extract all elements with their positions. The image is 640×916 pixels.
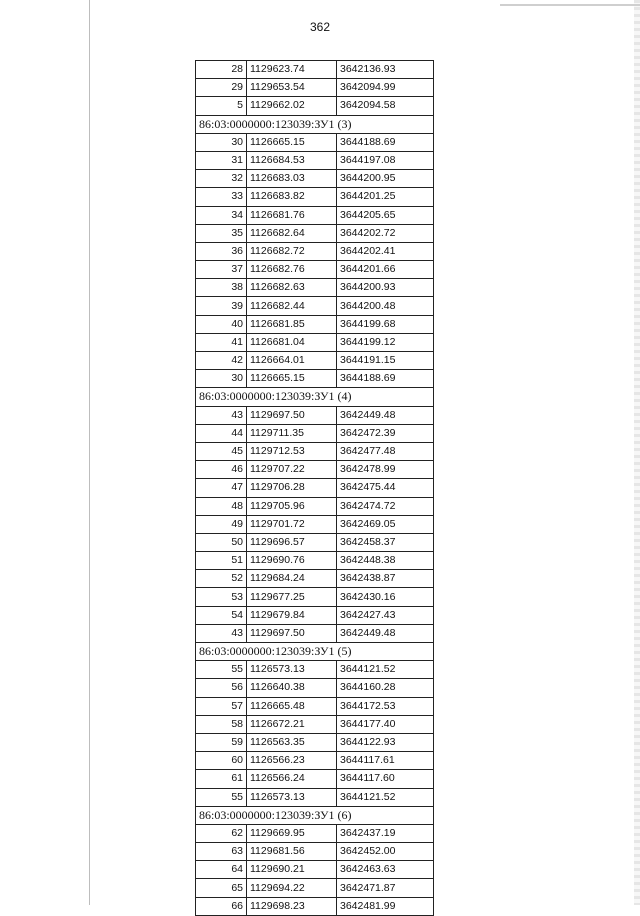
table-row	[196, 697, 434, 715]
parcel-id-label: 86:03:0000000:123039:ЗУ1 (5)	[196, 643, 434, 661]
y-coordinate-cell: 3644197.08	[337, 151, 434, 169]
y-coordinate-cell: 3644201.66	[337, 261, 434, 279]
point-number-cell: 41	[196, 333, 247, 351]
y-coordinate-cell: 3644188.69	[337, 133, 434, 151]
x-coordinate-cell: 1126566.24	[247, 770, 337, 788]
table-row	[196, 679, 434, 697]
x-coordinate-cell: 1126684.53	[247, 151, 337, 169]
x-coordinate-cell: 1129712.53	[247, 442, 337, 460]
x-coordinate-cell: 1129690.21	[247, 861, 337, 879]
table-row	[196, 606, 434, 624]
table-row	[196, 370, 434, 388]
point-number-cell: 66	[196, 897, 247, 915]
x-coordinate-cell: 1126682.72	[247, 242, 337, 260]
y-coordinate-cell: 3644200.95	[337, 170, 434, 188]
y-coordinate-cell: 3642448.38	[337, 552, 434, 570]
point-number-cell: 52	[196, 570, 247, 588]
point-number-cell: 51	[196, 552, 247, 570]
table-row	[196, 733, 434, 751]
point-number-cell: 28	[196, 61, 247, 79]
y-coordinate-cell: 3644177.40	[337, 715, 434, 733]
table-row	[196, 879, 434, 897]
y-coordinate-cell: 3644201.25	[337, 188, 434, 206]
point-number-cell: 34	[196, 206, 247, 224]
point-number-cell: 53	[196, 588, 247, 606]
table-row	[196, 170, 434, 188]
y-coordinate-cell: 3644121.52	[337, 661, 434, 679]
x-coordinate-cell: 1126682.44	[247, 297, 337, 315]
table-row	[196, 242, 434, 260]
table-row	[196, 352, 434, 370]
y-coordinate-cell: 3642458.37	[337, 533, 434, 551]
table-row	[196, 624, 434, 642]
y-coordinate-cell: 3642472.39	[337, 424, 434, 442]
y-coordinate-cell: 3642136.93	[337, 61, 434, 79]
x-coordinate-cell: 1129706.28	[247, 479, 337, 497]
y-coordinate-cell: 3642475.44	[337, 479, 434, 497]
table-row	[196, 552, 434, 570]
x-coordinate-cell: 1126672.21	[247, 715, 337, 733]
x-coordinate-cell: 1126664.01	[247, 352, 337, 370]
y-coordinate-cell: 3642474.72	[337, 497, 434, 515]
x-coordinate-cell: 1126566.23	[247, 752, 337, 770]
y-coordinate-cell: 3644199.12	[337, 333, 434, 351]
scan-edge-right	[634, 0, 640, 905]
table-row	[196, 297, 434, 315]
page-number: 362	[309, 20, 331, 34]
point-number-cell: 35	[196, 224, 247, 242]
point-number-cell: 5	[196, 97, 247, 115]
point-number-cell: 33	[196, 188, 247, 206]
x-coordinate-cell: 1129690.76	[247, 552, 337, 570]
table-row	[196, 661, 434, 679]
section-header-row	[196, 388, 434, 406]
y-coordinate-cell: 3642471.87	[337, 879, 434, 897]
x-coordinate-cell: 1126681.85	[247, 315, 337, 333]
y-coordinate-cell: 3644199.68	[337, 315, 434, 333]
point-number-cell: 61	[196, 770, 247, 788]
x-coordinate-cell: 1129698.23	[247, 897, 337, 915]
y-coordinate-cell: 3642469.05	[337, 515, 434, 533]
table-row	[196, 442, 434, 460]
x-coordinate-cell: 1126573.13	[247, 661, 337, 679]
point-number-cell: 29	[196, 79, 247, 97]
table-row	[196, 897, 434, 915]
point-number-cell: 30	[196, 133, 247, 151]
y-coordinate-cell: 3642449.48	[337, 624, 434, 642]
table-row	[196, 770, 434, 788]
x-coordinate-cell: 1129697.50	[247, 624, 337, 642]
x-coordinate-cell: 1129669.95	[247, 824, 337, 842]
table-row	[196, 151, 434, 169]
table-row	[196, 570, 434, 588]
y-coordinate-cell: 3644202.72	[337, 224, 434, 242]
x-coordinate-cell: 1126665.15	[247, 133, 337, 151]
y-coordinate-cell: 3642437.19	[337, 824, 434, 842]
y-coordinate-cell: 3644202.41	[337, 242, 434, 260]
point-number-cell: 38	[196, 279, 247, 297]
x-coordinate-cell: 1129662.02	[247, 97, 337, 115]
table-row	[196, 861, 434, 879]
table-row	[196, 61, 434, 79]
y-coordinate-cell: 3644191.15	[337, 352, 434, 370]
x-coordinate-cell: 1126682.63	[247, 279, 337, 297]
point-number-cell: 32	[196, 170, 247, 188]
table-row	[196, 843, 434, 861]
section-header-row	[196, 806, 434, 824]
point-number-cell: 46	[196, 461, 247, 479]
point-number-cell: 47	[196, 479, 247, 497]
table-row	[196, 261, 434, 279]
table-row	[196, 752, 434, 770]
table-row	[196, 479, 434, 497]
y-coordinate-cell: 3642438.87	[337, 570, 434, 588]
point-number-cell: 54	[196, 606, 247, 624]
table-row	[196, 824, 434, 842]
y-coordinate-cell: 3642430.16	[337, 588, 434, 606]
coordinates-table-body	[196, 61, 434, 916]
point-number-cell: 64	[196, 861, 247, 879]
table-row	[196, 188, 434, 206]
x-coordinate-cell: 1126682.76	[247, 261, 337, 279]
table-row	[196, 133, 434, 151]
x-coordinate-cell: 1129711.35	[247, 424, 337, 442]
parcel-id-label: 86:03:0000000:123039:ЗУ1 (3)	[196, 115, 434, 133]
point-number-cell: 48	[196, 497, 247, 515]
table-row	[196, 224, 434, 242]
parcel-id-label: 86:03:0000000:123039:ЗУ1 (4)	[196, 388, 434, 406]
point-number-cell: 44	[196, 424, 247, 442]
point-number-cell: 49	[196, 515, 247, 533]
point-number-cell: 36	[196, 242, 247, 260]
table-row	[196, 333, 434, 351]
y-coordinate-cell: 3644172.53	[337, 697, 434, 715]
y-coordinate-cell: 3644117.60	[337, 770, 434, 788]
table-row	[196, 515, 434, 533]
point-number-cell: 65	[196, 879, 247, 897]
table-row	[196, 315, 434, 333]
x-coordinate-cell: 1129694.22	[247, 879, 337, 897]
point-number-cell: 55	[196, 788, 247, 806]
y-coordinate-cell: 3642094.58	[337, 97, 434, 115]
y-coordinate-cell: 3644122.93	[337, 733, 434, 751]
table-row	[196, 497, 434, 515]
parcel-id-label: 86:03:0000000:123039:ЗУ1 (6)	[196, 806, 434, 824]
y-coordinate-cell: 3644160.28	[337, 679, 434, 697]
y-coordinate-cell: 3642477.48	[337, 442, 434, 460]
x-coordinate-cell: 1126665.15	[247, 370, 337, 388]
table-row	[196, 715, 434, 733]
section-header-row	[196, 643, 434, 661]
point-number-cell: 31	[196, 151, 247, 169]
x-coordinate-cell: 1126563.35	[247, 733, 337, 751]
y-coordinate-cell: 3642463.63	[337, 861, 434, 879]
x-coordinate-cell: 1129677.25	[247, 588, 337, 606]
point-number-cell: 37	[196, 261, 247, 279]
table-row	[196, 97, 434, 115]
y-coordinate-cell: 3644188.69	[337, 370, 434, 388]
table-row	[196, 588, 434, 606]
y-coordinate-cell: 3642478.99	[337, 461, 434, 479]
table-row	[196, 206, 434, 224]
table-row	[196, 461, 434, 479]
x-coordinate-cell: 1129684.24	[247, 570, 337, 588]
point-number-cell: 60	[196, 752, 247, 770]
point-number-cell: 45	[196, 442, 247, 460]
point-number-cell: 50	[196, 533, 247, 551]
x-coordinate-cell: 1126682.64	[247, 224, 337, 242]
point-number-cell: 30	[196, 370, 247, 388]
point-number-cell: 39	[196, 297, 247, 315]
x-coordinate-cell: 1129701.72	[247, 515, 337, 533]
table-row	[196, 279, 434, 297]
y-coordinate-cell: 3644117.61	[337, 752, 434, 770]
table-row	[196, 424, 434, 442]
x-coordinate-cell: 1129679.84	[247, 606, 337, 624]
y-coordinate-cell: 3644205.65	[337, 206, 434, 224]
x-coordinate-cell: 1126640.38	[247, 679, 337, 697]
x-coordinate-cell: 1126665.48	[247, 697, 337, 715]
scan-edge-top	[500, 4, 640, 6]
table-row	[196, 788, 434, 806]
point-number-cell: 59	[196, 733, 247, 751]
point-number-cell: 57	[196, 697, 247, 715]
point-number-cell: 62	[196, 824, 247, 842]
x-coordinate-cell: 1126681.76	[247, 206, 337, 224]
y-coordinate-cell: 3642452.00	[337, 843, 434, 861]
table-row	[196, 533, 434, 551]
point-number-cell: 42	[196, 352, 247, 370]
x-coordinate-cell: 1126573.13	[247, 788, 337, 806]
x-coordinate-cell: 1129681.56	[247, 843, 337, 861]
y-coordinate-cell: 3642449.48	[337, 406, 434, 424]
y-coordinate-cell: 3642481.99	[337, 897, 434, 915]
y-coordinate-cell: 3644200.93	[337, 279, 434, 297]
y-coordinate-cell: 3642427.43	[337, 606, 434, 624]
x-coordinate-cell: 1126683.03	[247, 170, 337, 188]
point-number-cell: 55	[196, 661, 247, 679]
margin-rule	[89, 0, 90, 905]
x-coordinate-cell: 1129707.22	[247, 461, 337, 479]
point-number-cell: 58	[196, 715, 247, 733]
x-coordinate-cell: 1129705.96	[247, 497, 337, 515]
table-row	[196, 406, 434, 424]
point-number-cell: 63	[196, 843, 247, 861]
x-coordinate-cell: 1129653.54	[247, 79, 337, 97]
y-coordinate-cell: 3642094.99	[337, 79, 434, 97]
coordinates-table	[195, 60, 434, 916]
x-coordinate-cell: 1129623.74	[247, 61, 337, 79]
point-number-cell: 43	[196, 624, 247, 642]
y-coordinate-cell: 3644121.52	[337, 788, 434, 806]
table-row	[196, 79, 434, 97]
y-coordinate-cell: 3644200.48	[337, 297, 434, 315]
section-header-row	[196, 115, 434, 133]
point-number-cell: 40	[196, 315, 247, 333]
point-number-cell: 43	[196, 406, 247, 424]
x-coordinate-cell: 1126683.82	[247, 188, 337, 206]
x-coordinate-cell: 1126681.04	[247, 333, 337, 351]
x-coordinate-cell: 1129696.57	[247, 533, 337, 551]
x-coordinate-cell: 1129697.50	[247, 406, 337, 424]
point-number-cell: 56	[196, 679, 247, 697]
